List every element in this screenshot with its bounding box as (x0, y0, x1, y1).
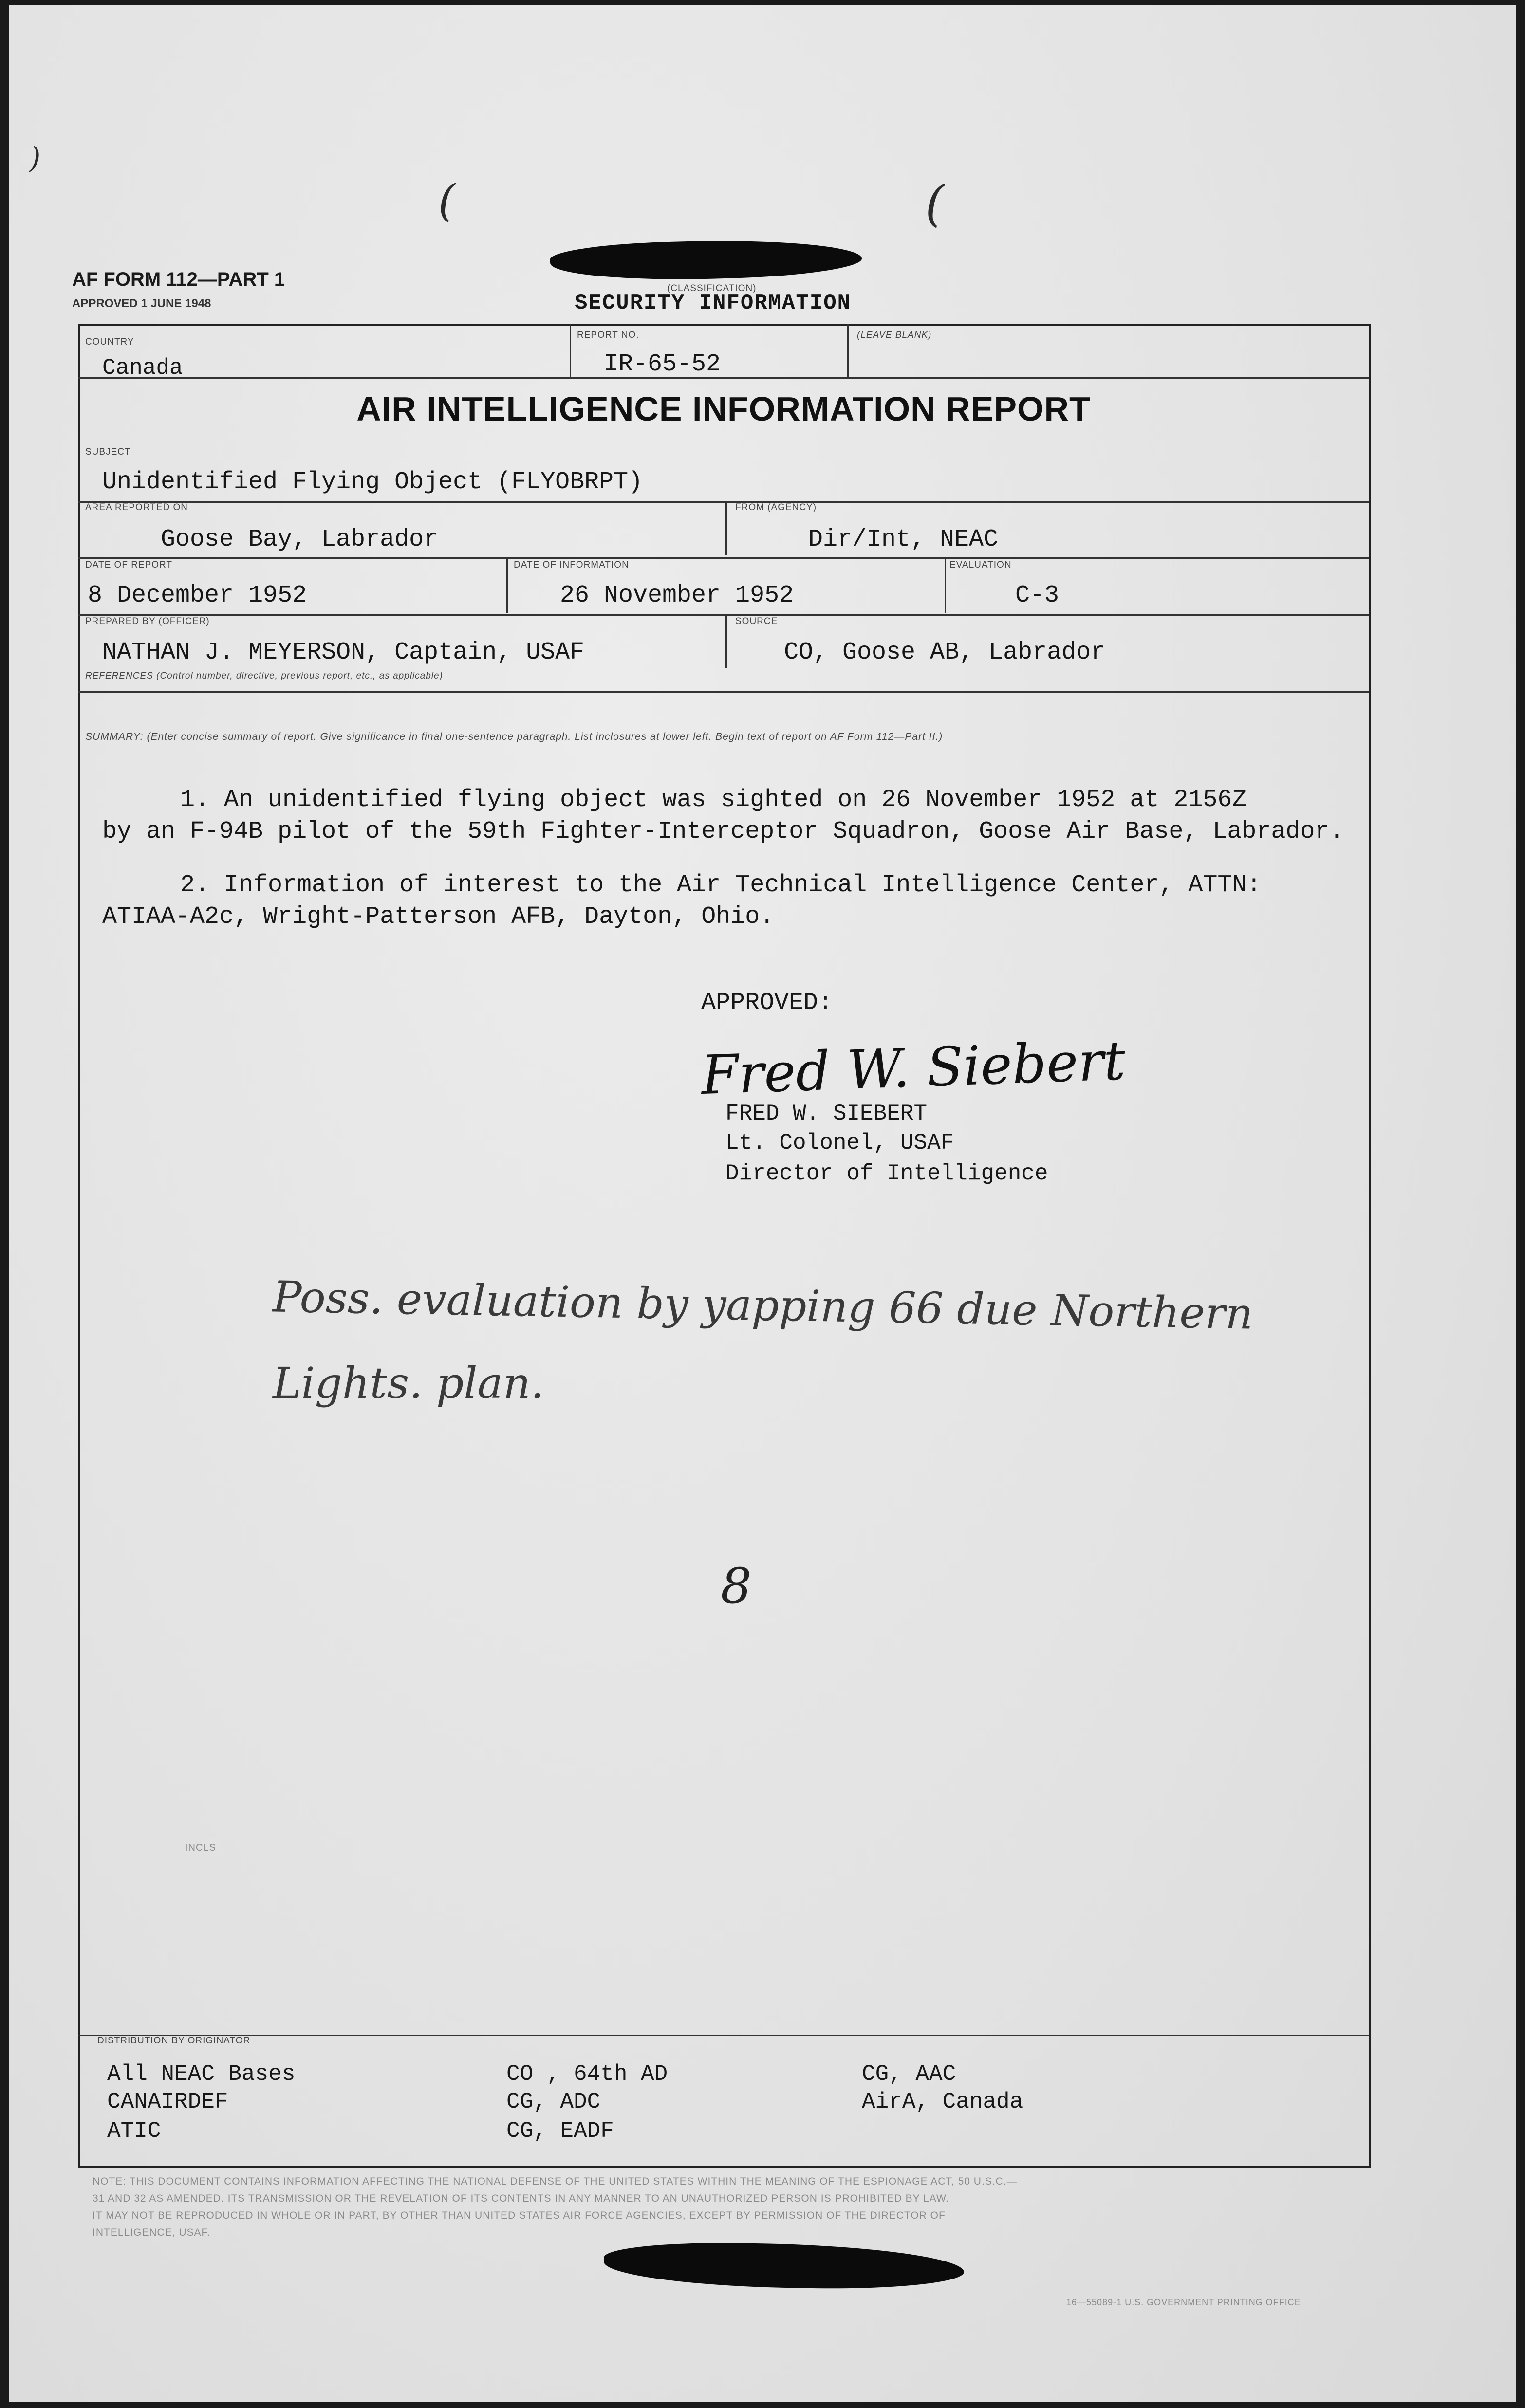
leave-blank-label: (LEAVE BLANK) (857, 330, 932, 340)
scan-mark: ) (29, 141, 41, 175)
form-approved: APPROVED 1 JUNE 1948 (72, 297, 211, 310)
report-title: AIR INTELLIGENCE INFORMATION REPORT (356, 390, 1091, 428)
country-label: COUNTRY (85, 337, 134, 347)
distribution-label: DISTRIBUTION BY ORIGINATOR (97, 2036, 251, 2046)
divider (78, 614, 1369, 616)
divider (78, 501, 1369, 503)
summary-label: SUMMARY: (Enter concise summary of report. Give significance in final one-sentence paragraph. List inclosures at lower left. Begin text of report on AF Form 112—Part II.) (85, 731, 943, 742)
handwritten-note-line2: Lights. plan. (273, 1358, 544, 1408)
footer-note-line4: INTELLIGENCE, USAF. (93, 2227, 210, 2238)
source-label: SOURCE (735, 616, 778, 626)
report-no-label: REPORT NO. (577, 330, 639, 340)
divider (570, 324, 571, 377)
divider (78, 377, 1369, 379)
approver-title: Director of Intelligence (725, 1161, 1048, 1186)
area-value: Goose Bay, Labrador (161, 526, 439, 553)
prepared-value: NATHAN J. MEYERSON, Captain, USAF (102, 639, 585, 666)
date-report-value: 8 December 1952 (88, 582, 307, 609)
approver-name: FRED W. SIEBERT (725, 1101, 928, 1126)
footer-note-line1: NOTE: THIS DOCUMENT CONTAINS INFORMATION AFFECTING THE NATIONAL DEFENSE OF THE UNITED STATES WITHIN THE MEANING OF THE ESPIONAGE ACT, 50 U.S.C.— (93, 2176, 1018, 2187)
divider (945, 557, 946, 613)
handwritten-number: 8 (721, 1558, 752, 1615)
source-value: CO, Goose AB, Labrador (784, 639, 1106, 666)
footer-note-line3: IT MAY NOT BE REPRODUCED IN WHOLE OR IN PART, BY OTHER THAN UNITED STATES AIR FORCE AGENCIES, EXCEPT BY PERMISSION OF THE DIRECTOR OF (93, 2210, 946, 2221)
divider (78, 691, 1369, 693)
signature: Fred W. Siebert (700, 1029, 1127, 1107)
approver-rank: Lt. Colonel, USAF (725, 1130, 954, 1156)
scan-mark: ( (438, 175, 456, 226)
scan-mark: ( (925, 175, 945, 232)
distribution-col3-item: CG, AAC (862, 2061, 956, 2087)
inclosures-label: INCLS (185, 1842, 216, 1853)
evaluation-label: EVALUATION (949, 560, 1012, 570)
area-label: AREA REPORTED ON (85, 502, 188, 513)
divider (78, 557, 1369, 559)
classification: SECURITY INFORMATION (575, 291, 852, 315)
distribution-col2-item: CG, EADF (506, 2118, 614, 2144)
divider (725, 614, 727, 668)
distribution-col1-item: CANAIRDEF (107, 2089, 228, 2114)
subject-value: Unidentified Flying Object (FLYOBRPT) (102, 468, 643, 496)
from-value: Dir/Int, NEAC (808, 526, 999, 553)
subject-label: SUBJECT (85, 447, 131, 457)
approved-label: APPROVED: (701, 989, 833, 1017)
distribution-col2-item: CO , 64th AD (506, 2061, 668, 2087)
country-value: Canada (102, 355, 183, 381)
body-para2-line1: 2. Information of interest to the Air Technical Intelligence Center, ATTN: (180, 871, 1262, 899)
divider (78, 2035, 1369, 2036)
distribution-col1-item: All NEAC Bases (107, 2061, 296, 2087)
body-para2-line2: ATIAA-A2c, Wright-Patterson AFB, Dayton, Ohio. (102, 903, 775, 931)
footer-note-line2: 31 AND 32 AS AMENDED. ITS TRANSMISSION OR THE REVELATION OF ITS CONTENTS IN ANY MANNER TO AN UNAUTHORIZED PERSON IS PROHIBITED BY LAW. (93, 2193, 949, 2204)
body-para1-line2: by an F-94B pilot of the 59th Fighter-Interceptor Squadron, Goose Air Base, Labrador. (102, 818, 1344, 846)
distribution-col2-item: CG, ADC (506, 2089, 601, 2114)
classification-label: (CLASSIFICATION) (667, 283, 757, 294)
report-no-value: IR-65-52 (604, 350, 721, 378)
date-report-label: DATE OF REPORT (85, 560, 173, 570)
divider (725, 501, 727, 555)
distribution-col1-item: ATIC (107, 2118, 161, 2144)
date-info-value: 26 November 1952 (560, 582, 794, 609)
form-id: AF FORM 112—PART 1 (72, 269, 285, 290)
divider (847, 324, 849, 377)
body-para1-line1: 1. An unidentified flying object was sighted on 26 November 1952 at 2156Z (180, 786, 1247, 814)
date-info-label: DATE OF INFORMATION (514, 560, 629, 570)
distribution-col3-item: AirA, Canada (862, 2089, 1023, 2114)
handwritten-note-line1: Poss. evaluation by yapping 66 due Northern (272, 1271, 1254, 1339)
prepared-label: PREPARED BY (OFFICER) (85, 616, 210, 626)
divider (506, 557, 508, 613)
references-label: REFERENCES (Control number, directive, previous report, etc., as applicable) (85, 671, 443, 681)
evaluation-value: C-3 (1015, 582, 1060, 609)
print-code: 16—55089-1 U.S. GOVERNMENT PRINTING OFFICE (1066, 2298, 1301, 2307)
from-label: FROM (AGENCY) (735, 502, 817, 513)
